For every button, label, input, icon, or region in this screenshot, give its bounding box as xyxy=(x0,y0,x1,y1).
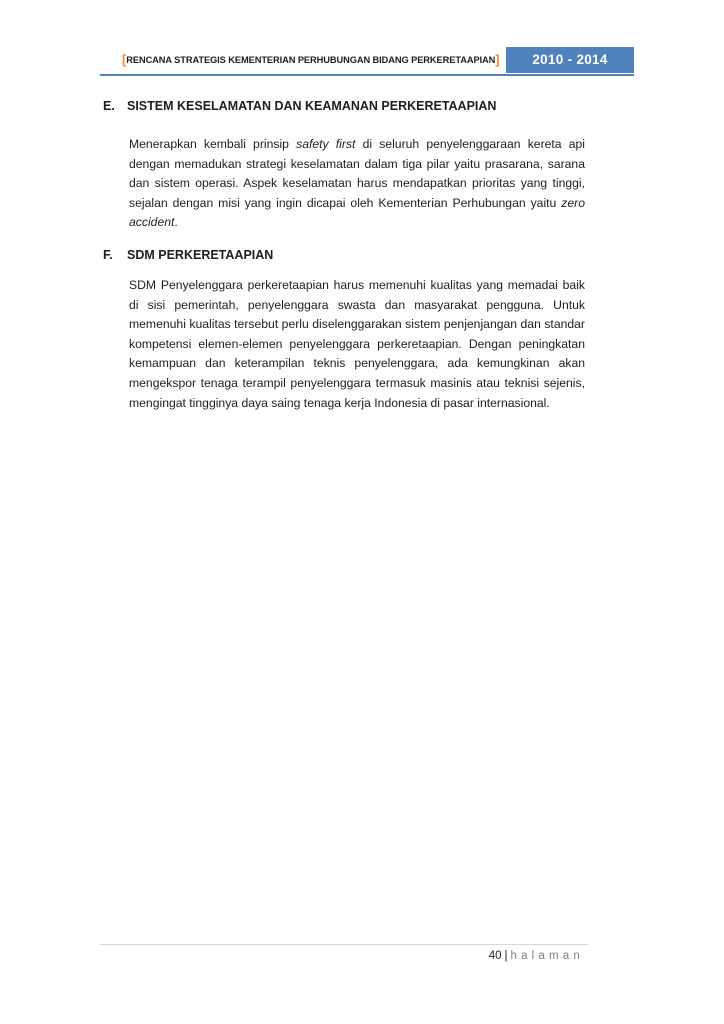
section-title: SDM PERKERETAAPIAN xyxy=(127,248,274,262)
page-footer xyxy=(489,950,584,962)
section-f-paragraph: SDM Penyelenggara perkeretaapian harus memenuhi kualitas yang memadai baik di sisi pemerintah, penyelenggara swasta dan masyarakat pengguna. Untuk memenuhi kualitas tersebut perlu diselenggarakan sistem penjenjangan dan standar kompetensi elemen-elemen penyelenggara perkeretaapian. Dengan peningkatan kemampuan dan keterampilan teknis penyelenggara, ada kemungkinan akan mengekspor tenaga terampil penyelenggara termasuk masinis atau teknisi sejenis, mengingat tingginya daya saing tenaga kerja Indonesia di pasar internasional. xyxy=(129,278,585,410)
header-bracket-open: [ xyxy=(122,52,127,67)
section-e-paragraph xyxy=(129,135,585,233)
footer-separator: | xyxy=(504,950,508,962)
section-letter: F. xyxy=(103,248,113,262)
paragraph-text: Menerapkan kembali prinsip xyxy=(129,137,297,151)
paragraph-text: . xyxy=(174,215,178,230)
page-header xyxy=(122,47,634,73)
page-word: halaman xyxy=(510,950,584,962)
footer-divider xyxy=(100,944,588,945)
paragraph-italic-text: safety first xyxy=(296,137,356,151)
section-heading-e xyxy=(103,99,496,113)
header-year-badge: 2010 - 2014 xyxy=(506,47,634,73)
paragraph-italic-text: zero accident xyxy=(129,195,585,230)
page-number: 40 xyxy=(488,950,502,962)
section-title: SISTEM KESELAMATAN DAN KEAMANAN PERKERETAAPIAN xyxy=(127,99,497,113)
paragraph-text: di seluruh penyelenggaraan kereta api dengan memadukan strategi keselamatan dalam tiga pilar yaitu prasarana, sarana dan sistem operasi. Aspek keselamatan harus mendapatkan prioritas yang tinggi, sejalan dengan misi yang ingin dicapai oleh Kementerian Perhubungan yaitu xyxy=(129,137,585,210)
header-divider xyxy=(100,74,634,76)
section-heading-f xyxy=(103,248,273,262)
section-letter: E. xyxy=(103,99,115,113)
header-bracket-close: ] xyxy=(495,52,500,67)
header-title-text: RENCANA STRATEGIS KEMENTERIAN PERHUBUNGAN BIDANG PERKERETAAPIAN xyxy=(126,55,496,65)
header-title xyxy=(122,52,500,67)
